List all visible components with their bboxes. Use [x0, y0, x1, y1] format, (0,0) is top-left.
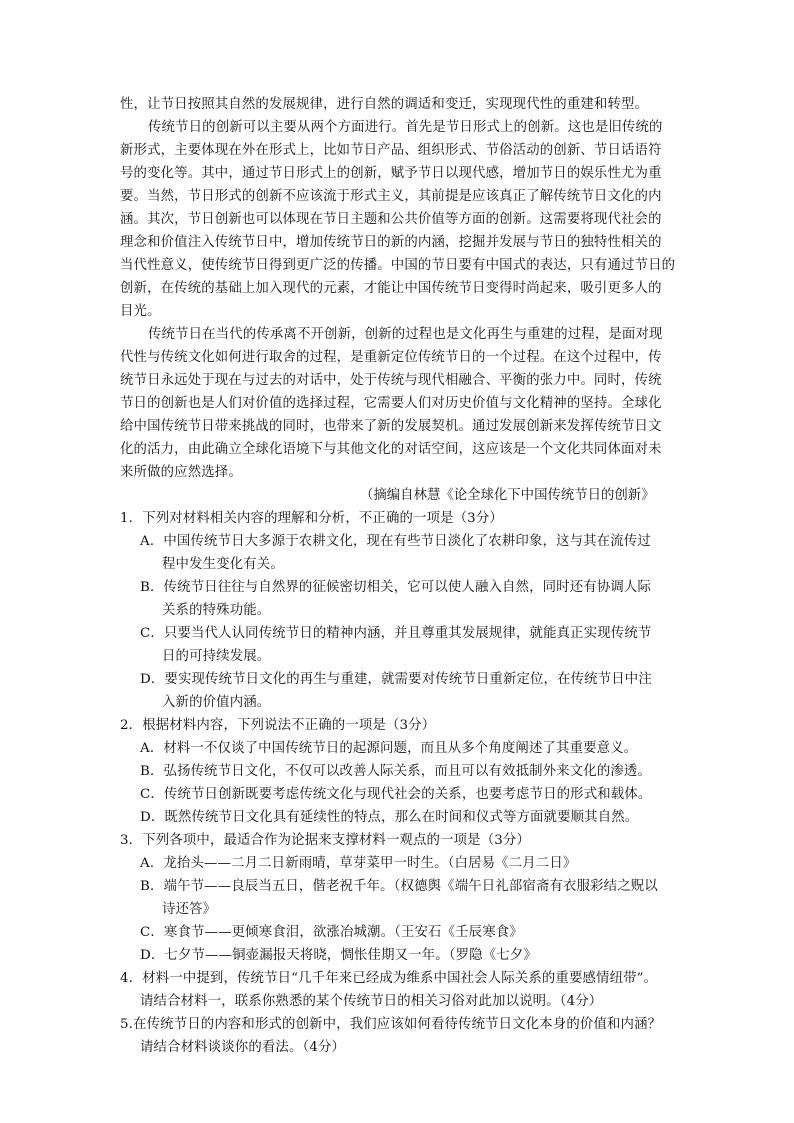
- passage-line: 涵。其次，节日创新也可以体现在节日主题和公共价值等方面的创新。这需要将现代社会的: [120, 212, 662, 227]
- passage-line: 传统节日在当代的传承离不开创新，创新的过程也是文化再生与重建的过程，是面对现: [148, 327, 663, 342]
- passage-line: 新形式，主要体现在外在形式上，比如节日产品、组织形式、节俗活动的创新、节日话语符: [120, 143, 662, 158]
- passage-line: 传统节日的创新可以主要从两个方面进行。首先是节日形式上的创新。这也是旧传统的: [148, 120, 663, 135]
- passage-line: 号的变化等。其中，通过节日形式上的创新，赋予节日以现代感，增加节日的娱乐性尤为重: [120, 166, 662, 181]
- question-1-option-b: B．传统节日往往与自然界的征候密切相关，它可以使人融入自然，同时还有协调人际: [140, 580, 651, 595]
- question-3-option-b: B．端午节——良辰当五日，偕老祝千年。（权德舆《端午日礼部宿斋有衣服彩结之贶以: [140, 879, 658, 894]
- question-2-option-d: D．既然传统节日文化具有延续性的特点，那么在时间和仪式等方面就要顺其自然。: [140, 810, 639, 825]
- question-1-option-a: A．中国传统节日大多源于农耕文化，现在有些节日淡化了农耕印象，这与其在流传过: [140, 534, 651, 549]
- passage-line: 目光。: [120, 304, 161, 319]
- passage-line: 来所做的应然选择。: [120, 465, 242, 480]
- passage-line: 化的活力，由此确立全球化语境下与其他文化的对话空间，这应该是一个文化共同体面对未: [120, 442, 662, 457]
- question-3-option-a: A．龙抬头——二月二日新雨晴，草芽菜甲一时生。（白居易《二月二日》: [140, 856, 577, 871]
- question-1-stem: 1．下列对材料相关内容的理解和分析，不正确的一项是（3分）: [120, 511, 503, 526]
- question-3-option-d: D．七夕节——铜壶漏报天将晓，惆怅佳期又一年。（罗隐《七夕》: [140, 948, 537, 963]
- question-2-option-b: B．弘扬传统节日文化，不仅可以改善人际关系，而且可以有效抵制外来文化的渗透。: [140, 764, 651, 779]
- question-1-option-a-cont: 程中发生变化有关。: [162, 557, 284, 572]
- question-3-option-b-cont: 诗还答》: [162, 902, 217, 917]
- question-4-stem-cont: 请结合材料一，联系你熟悉的某个传统节日的相关习俗对此加以说明。（4分）: [140, 994, 603, 1009]
- question-5-stem-cont: 请结合材料谈谈你的看法。（4分）: [140, 1040, 346, 1055]
- passage-line: 性，让节日按照其自然的发展规律，进行自然的调适和变迁，实现现代性的重建和转型。: [120, 97, 649, 112]
- passage-line: 代性与传统文化如何进行取舍的过程，是重新定位传统节日的一个过程。在这个过程中，传: [120, 350, 662, 365]
- passage-line: 给中国传统节日带来挑战的同时，也带来了新的发展契机。通过发展创新来发挥传统节日文: [120, 419, 662, 434]
- passage-line: 节日的创新也是人们对价值的选择过程，它需要人们对历史价值与文化精神的坚持。全球化: [120, 396, 662, 411]
- question-3-stem: 3．下列各项中，最适合作为论据来支撑材料一观点的一项是（3分）: [120, 833, 531, 848]
- passage-source: （摘编自林慧《论全球化下中国传统节日的创新》: [360, 488, 655, 503]
- question-2-stem: 2．根据材料内容，下列说法不正确的一项是（3分）: [120, 718, 436, 733]
- passage-line: 理念和价值注入传统节日中，增加传统节日的新的内涵，挖掘并发展与节日的独特性相关的: [120, 235, 662, 250]
- question-1-option-c-cont: 日的可持续发展。: [162, 649, 271, 664]
- question-1-option-c: C．只要当代人认同传统节日的精神内涵，并且尊重其发展规律，就能真正实现传统节: [140, 626, 652, 641]
- question-1-option-b-cont: 关系的特殊功能。: [162, 603, 271, 618]
- passage-line: 当代性意义，使传统节日得到更广泛的传播。中国的节日要有中国式的表达，只有通过节日的: [120, 258, 676, 273]
- question-1-option-d: D．要实现传统节日文化的再生与重建，就需要对传统节日重新定位，在传统节日中注: [140, 672, 652, 687]
- question-2-option-a: A．材料一不仅谈了中国传统节日的起源问题，而且从多个角度阐述了其重要意义。: [140, 741, 638, 756]
- question-3-option-c: C．寒食节——更倾寒食泪，欲涨冶城潮。（王安石《壬辰寒食》: [140, 925, 523, 940]
- passage-line: 要。当然，节日形式的创新不应该流于形式主义，其前提是应该真正了解传统节日文化的内: [120, 189, 662, 204]
- question-2-option-c: C．传统节日创新既要考虑传统文化与现代社会的关系，也要考虑节日的形式和载体。: [140, 787, 652, 802]
- question-1-option-d-cont: 入新的价值内涵。: [162, 695, 271, 710]
- question-4-stem: 4．材料一中提到，传统节日“几千年来已经成为维系中国社会人际关系的重要感情纽带”。: [120, 971, 658, 986]
- passage-line: 统节日永远处于现在与过去的对话中，处于传统与现代相融合、平衡的张力中。同时，传统: [120, 373, 662, 388]
- question-5-stem: 5.在传统节日的内容和形式的创新中，我们应该如何看待传统节日文化本身的价值和内涵？: [120, 1017, 662, 1032]
- passage-line: 创新，在传统的基础上加入现代的元素，才能让中国传统节日变得时尚起来，吸引更多人的: [120, 281, 662, 296]
